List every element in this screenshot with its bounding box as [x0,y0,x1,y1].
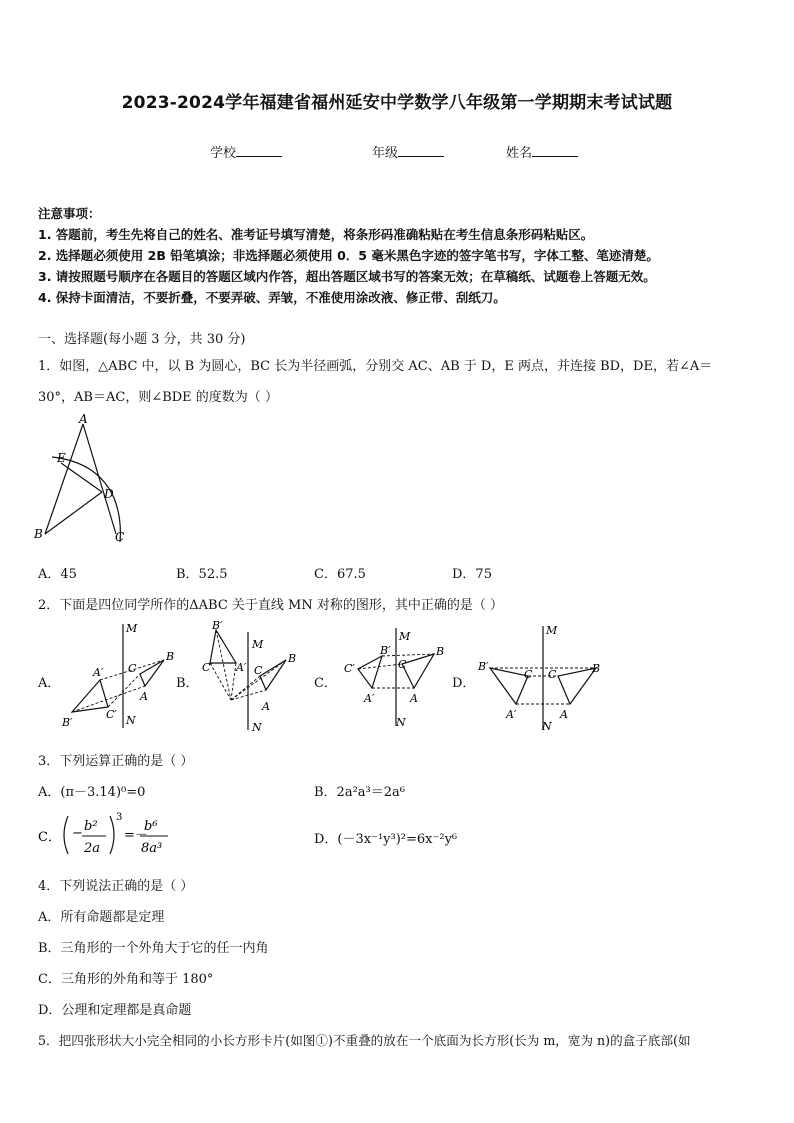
section-heading: 一、选择题(每小题 3 分，共 30 分) [38,332,246,347]
q1-stem-line2: 30°，AB＝AC，则∠BDE 的度数为（ ） [38,390,278,405]
q4-option-b: B．三角形的一个外角大于它的任一内角 [38,941,269,956]
q3-stem: 3．下列运算正确的是（ ） [38,754,194,769]
q2a-label-m: M [126,622,138,635]
q2-option-c-letter: C． [314,676,337,691]
q1-option-d: D．75 [452,567,492,582]
q2-figure-d [476,622,610,734]
q2c-label-a: A [410,692,418,705]
q1-triangle-figure [30,410,140,550]
q3c-num: b² [84,819,98,834]
q2a-label-a1: A′ [93,666,104,679]
q4-option-c: C．三角形的外角和等于 180° [38,972,214,987]
q2-figure-c [336,624,454,732]
q2a-label-b: B [166,650,175,663]
q3c-eq: =－ [124,828,148,843]
school-label: 学校 [210,146,237,161]
q1-label-d: D [104,487,114,501]
q1-label-e: E [57,451,66,465]
note-item: 4. 保持卡面清洁，不要折叠，不要弄破、弄皱，不准使用涂改液、修正带、刮纸刀。 [38,290,506,305]
school-field [210,142,282,161]
q3-option-d: D．(－3x⁻¹y³)²=6x⁻²y⁶ [314,832,458,847]
q1-label-a: A [79,412,88,426]
q3-option-c [34,806,214,864]
grade-blank [398,144,444,157]
q2b-label-m: M [252,638,264,651]
q4-option-a: A．所有命题都是定理 [38,910,165,925]
q5-stem: 5．把四张形状大小完全相同的小长方形卡片(如图①)不重叠的放在一个底面为长方形(长为 m，宽为 n)的盒子底部(如 [38,1033,691,1048]
q2-option-d-letter: D． [452,676,476,691]
note-item: 1. 答题前，考生先将自己的姓名、准考证号填写清楚，将条形码准确粘贴在考生信息条形码粘贴区。 [38,227,594,242]
q2c-label-m: M [399,630,411,643]
q2c-label-n: N [396,716,406,729]
q2c-label-a1: A′ [364,692,375,705]
q2b-label-b1: B′ [212,619,223,632]
q4-stem: 4．下列说法正确的是（ ） [38,879,194,894]
q1-option-c: C．67.5 [314,567,366,582]
q2a-label-b1: B′ [62,716,73,729]
q1-label-c: C [115,530,125,544]
q2d-label-n: N [542,720,552,733]
q2b-label-b: B [288,652,297,665]
name-field [506,142,578,161]
q3c-prefix: C． [38,830,61,845]
q3c-exp: 3 [116,812,123,823]
q4-option-d: D．公理和定理都是真命题 [38,1003,192,1018]
q2d-label-a1: A′ [506,708,517,721]
q2c-label-c: C [398,658,407,671]
q2a-label-c1: C′ [106,708,117,721]
page-title: 2023-2024学年福建省福州延安中学数学八年级第一学期期末考试试题 [121,93,673,113]
q3c-rden: 8a³ [141,841,163,856]
q2-option-b-letter: B． [176,676,199,691]
grade-label: 年级 [372,146,399,161]
q2a-label-a: A [140,690,148,703]
name-blank [532,144,578,157]
q2-stem: 2．下面是四位同学所作的ΔABC 关于直线 MN 对称的图形，其中正确的是（ ） [38,598,504,613]
school-blank [236,144,282,157]
q2a-label-c: C [128,662,137,675]
q2b-label-a: A [262,700,270,713]
notes-heading: 注意事项： [38,206,101,221]
grade-field [372,142,444,161]
note-item: 2. 选择题必须使用 2B 铅笔填涂；非选择题必须使用 0．5 毫米黑色字迹的签字笔书写，字体工整、笔迹清楚。 [38,248,659,263]
name-label: 姓名 [506,146,533,161]
q2d-label-b1: B′ [478,660,489,673]
svg-text:−: − [72,826,83,841]
q2d-label-c1: C [548,668,557,681]
q2-figure-a [58,620,183,732]
q2b-label-c1: C′ [202,661,213,674]
q1-stem-line1: 1．如图，△ABC 中，以 B 为圆心，BC 长为半径画弧，分别交 AC、AB 于 D，E 两点，并连接 BD，DE，若∠A＝ [38,359,713,374]
q1-option-b: B．52.5 [176,567,228,582]
q3c-den: 2a [84,841,101,856]
q2d-label-a: A [560,708,568,721]
q2b-label-n: N [252,721,262,734]
q2d-label-c: C [524,668,533,681]
q2b-label-a1: A′ [236,661,247,674]
q2a-label-n: N [126,714,136,727]
q2c-label-b: B [436,645,445,658]
q3c-rnum: b⁶ [144,819,158,834]
q2d-label-m: M [546,624,558,637]
q2d-label-b: B [592,662,601,675]
q2-figure-b [196,618,311,736]
q2-option-a-letter: A． [38,676,61,691]
q3-option-b: B．2a²a³＝2a⁶ [314,785,405,800]
q3-option-a: A．(π－3.14)⁰=0 [38,785,146,800]
q2c-label-b1: B′ [380,644,391,657]
q2b-label-c: C [254,664,263,677]
q1-label-b: B [34,527,43,541]
q1-option-a: A．45 [38,567,77,582]
note-item: 3. 请按照题号顺序在各题目的答题区域内作答，超出答题区域书写的答案无效；在草稿纸、试题卷上答题无效。 [38,269,656,284]
q2c-label-c1: C′ [344,662,355,675]
